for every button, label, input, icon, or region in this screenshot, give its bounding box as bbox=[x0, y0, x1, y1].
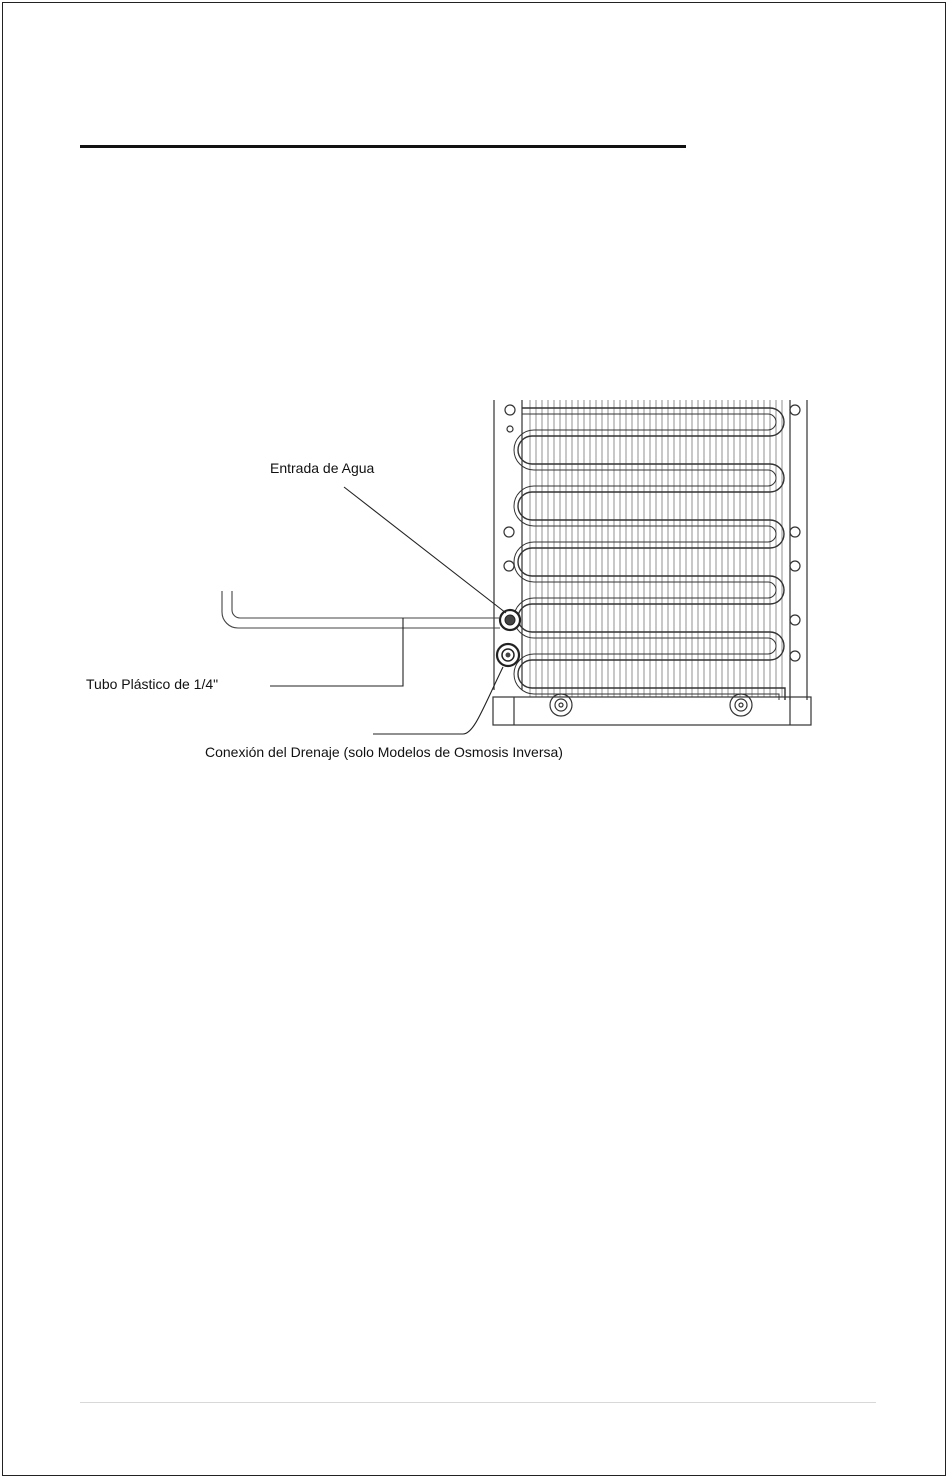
footer-rule bbox=[80, 1402, 876, 1403]
label-drain-connection: Conexión del Drenaje (solo Modelos de Osmosis Inversa) bbox=[205, 744, 563, 760]
leader-water-inlet bbox=[344, 487, 506, 613]
water-inlet-fitting bbox=[500, 610, 520, 630]
drain-fitting bbox=[497, 644, 519, 666]
label-plastic-tube: Tubo Plástico de 1/4" bbox=[86, 676, 219, 692]
condenser-coil bbox=[518, 408, 785, 700]
leader-drain bbox=[373, 667, 503, 734]
rail-holes bbox=[504, 405, 800, 661]
label-water-inlet: Entrada de Agua bbox=[270, 460, 375, 476]
plastic-tube bbox=[222, 591, 500, 628]
frame-right-rail bbox=[790, 400, 807, 700]
base-plate bbox=[493, 697, 811, 725]
